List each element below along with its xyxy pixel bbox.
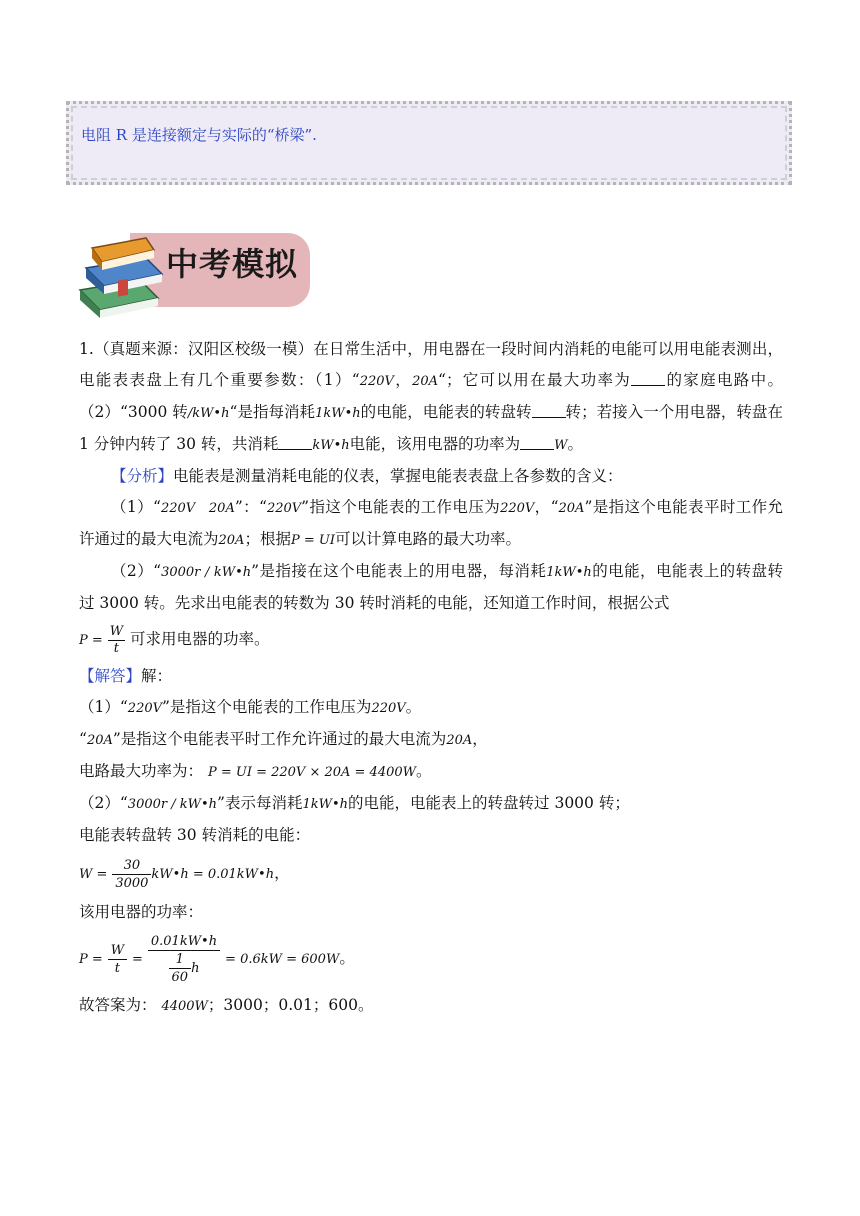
power-fraction-2: 0.01kW•h $\frac{1}{60}$ h xyxy=(148,933,220,986)
note-text: 电阻 R 是连接额定与实际的“桥梁”. xyxy=(81,126,317,144)
solution-tag: 【解答】 xyxy=(79,667,142,685)
solution-line-1: （1）“220V”是指这个电能表的工作电压为220V。 xyxy=(79,698,422,716)
answer-blank[interactable] xyxy=(631,371,665,386)
final-answer: 故答案为： 4400W；3000；0.01；600。 xyxy=(79,996,374,1014)
content xyxy=(79,334,783,1022)
solution-power-formula: P = $\frac{W}{t}$ = 0.01kW•h $\frac{1}{60}$ h = 0.6kW = 600W。 xyxy=(79,933,355,985)
answer-blank[interactable] xyxy=(520,435,554,450)
solution-intro: 【解答】解： xyxy=(79,667,173,685)
section-title: 中考模拟 xyxy=(166,245,299,283)
answer-blank[interactable] xyxy=(532,403,566,418)
formula-fraction: $\frac{W}{t}$ xyxy=(109,623,124,656)
analysis-intro: 【分析】电能表是测量消耗电能的仪表，掌握电能表表盘上各参数的含义： xyxy=(111,467,623,485)
solution-line-7: 该用电器的功率： xyxy=(79,903,204,921)
solution-energy-formula: W = $\frac{30}{3000}$ kW•h = 0.01kW•h， xyxy=(79,857,290,891)
books-icon xyxy=(76,228,166,322)
solution-line-5: 电能表转盘转 30 转消耗的电能： xyxy=(79,826,311,844)
question: 1.（真题来源：汉阳区校级一模）在日常生活中，用电器在一段时间内消耗的电能可以用电能表测出，电能表表盘上有几个重要参数：（1）“220V，20A“；它可以用在最大功率为 的家庭电路中。（2）“3000 转/kW•h“是指每消耗1kW•h的电能，电能表的转盘转 转；若接入一个用电器，转盘在 1 分钟内转了 30 转，共消耗 kW•h电能，该用电器的功率为 W。 xyxy=(79,340,783,453)
analysis-tag: 【分析】 xyxy=(111,467,174,485)
note-box xyxy=(66,101,792,185)
solution-line-4: （2）“3000r / kW•h”表示每消耗1kW•h的电能，电能表上的转盘转过 3000 转； xyxy=(79,794,630,812)
power-fraction-1: $\frac{W}{t}$ xyxy=(108,942,127,977)
energy-fraction: $\frac{30}{3000}$ xyxy=(112,857,151,892)
analysis-point-2: （2）“3000r / kW•h”是指接在这个电能表上的用电器，每消耗1kW•h的电能，电能表上的转盘转过 3000 转。先求出电能表的转数为 30 转时消耗的电能，还知道工作时间，根据公式 xyxy=(79,562,783,612)
solution-line-3: 电路最大功率为： P = UI = 220V × 20A = 4400W。 xyxy=(79,762,432,780)
analysis-formula: P = $\frac{W}{t}$ 可求用电器的功率。 xyxy=(79,623,270,656)
answer-blank[interactable] xyxy=(278,435,312,450)
solution-line-2: “20A”是指这个电能表平时工作允许通过的最大电流为20A， xyxy=(79,730,488,748)
analysis-point-1: （1）“220V 20A”：“220V”指这个电能表的工作电压为220V，“20A”是指这个电能表平时工作允许通过的最大电流为20A；根据P = UI可以计算电路的最大功率。 xyxy=(79,498,783,548)
